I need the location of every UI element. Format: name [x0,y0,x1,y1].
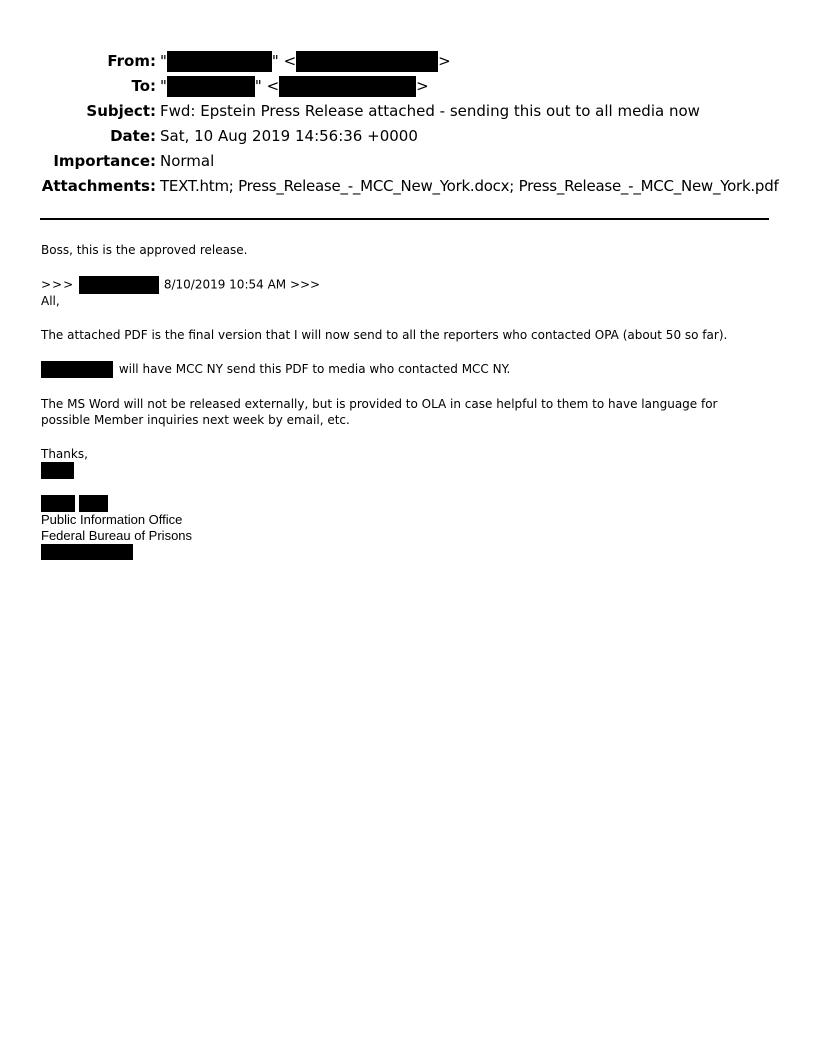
attachments-label: Attachments: [41,177,156,195]
to-angle-open: < [266,77,280,95]
signer-contact-redaction [41,544,133,560]
to-angle-close: > [416,77,429,95]
thanks: Thanks, [41,447,88,461]
subject-row [0,100,816,122]
paragraph-2-text: will have MCC NY send this PDF to media who contacted MCC NY. [118,362,511,376]
from-value [160,50,451,72]
greeting: All, [41,294,60,308]
date-label: Date: [110,127,156,145]
date-value: Sat, 10 Aug 2019 14:56:36 +0000 [160,127,418,145]
to-value [160,75,429,97]
subject-value: Fwd: Epstein Press Release attached - sending this out to all media now [160,102,700,120]
attachments-row [0,175,816,197]
paragraph-3-line-1: The MS Word will not be released externally, but is provided to OLA in case helpful to them to have language for [41,397,718,411]
from-quote-close: " [271,52,279,70]
to-name-redaction [167,76,255,97]
from-label: From: [107,52,156,70]
header-divider [40,218,769,220]
paragraph-3-line-2: possible Member inquiries next week by email, etc. [41,413,350,427]
signer-last-name-redaction [79,495,108,512]
signer-first-name-redaction [41,495,75,512]
forward-line [41,276,320,294]
from-angle-open: < [283,52,297,70]
forward-sender-redaction [79,276,159,294]
from-angle-close: > [438,52,451,70]
to-quote-close: " [254,77,262,95]
to-row [0,75,816,97]
from-row [0,50,816,72]
date-row [0,125,816,147]
paragraph-2 [41,361,510,378]
from-email-redaction [296,51,438,72]
importance-row [0,150,816,172]
forward-prefix: >>> [41,277,75,292]
signature-office: Public Information Office [41,512,183,527]
from-name-redaction [167,51,272,72]
importance-value: Normal [160,152,215,170]
importance-label: Importance: [53,152,156,170]
paragraph-2-name-redaction [41,361,113,378]
to-email-redaction [279,76,416,97]
attachments-value: TEXT.htm; Press_Release_-_MCC_New_York.docx; Press_Release_-_MCC_New_York.pdf [160,177,779,195]
signer-initials-redaction [41,462,74,479]
forward-timestamp: 8/10/2019 10:54 AM >>> [163,277,321,292]
to-label: To: [131,77,156,95]
body-line-1: Boss, this is the approved release. [41,243,248,257]
signature-agency: Federal Bureau of Prisons [41,528,193,543]
paragraph-1: The attached PDF is the final version that I will now send to all the reporters who contacted OPA (about 50 so far). [41,328,728,342]
to-quote-open: " [160,77,167,95]
from-quote-open: " [160,52,167,70]
subject-label: Subject: [86,102,156,120]
